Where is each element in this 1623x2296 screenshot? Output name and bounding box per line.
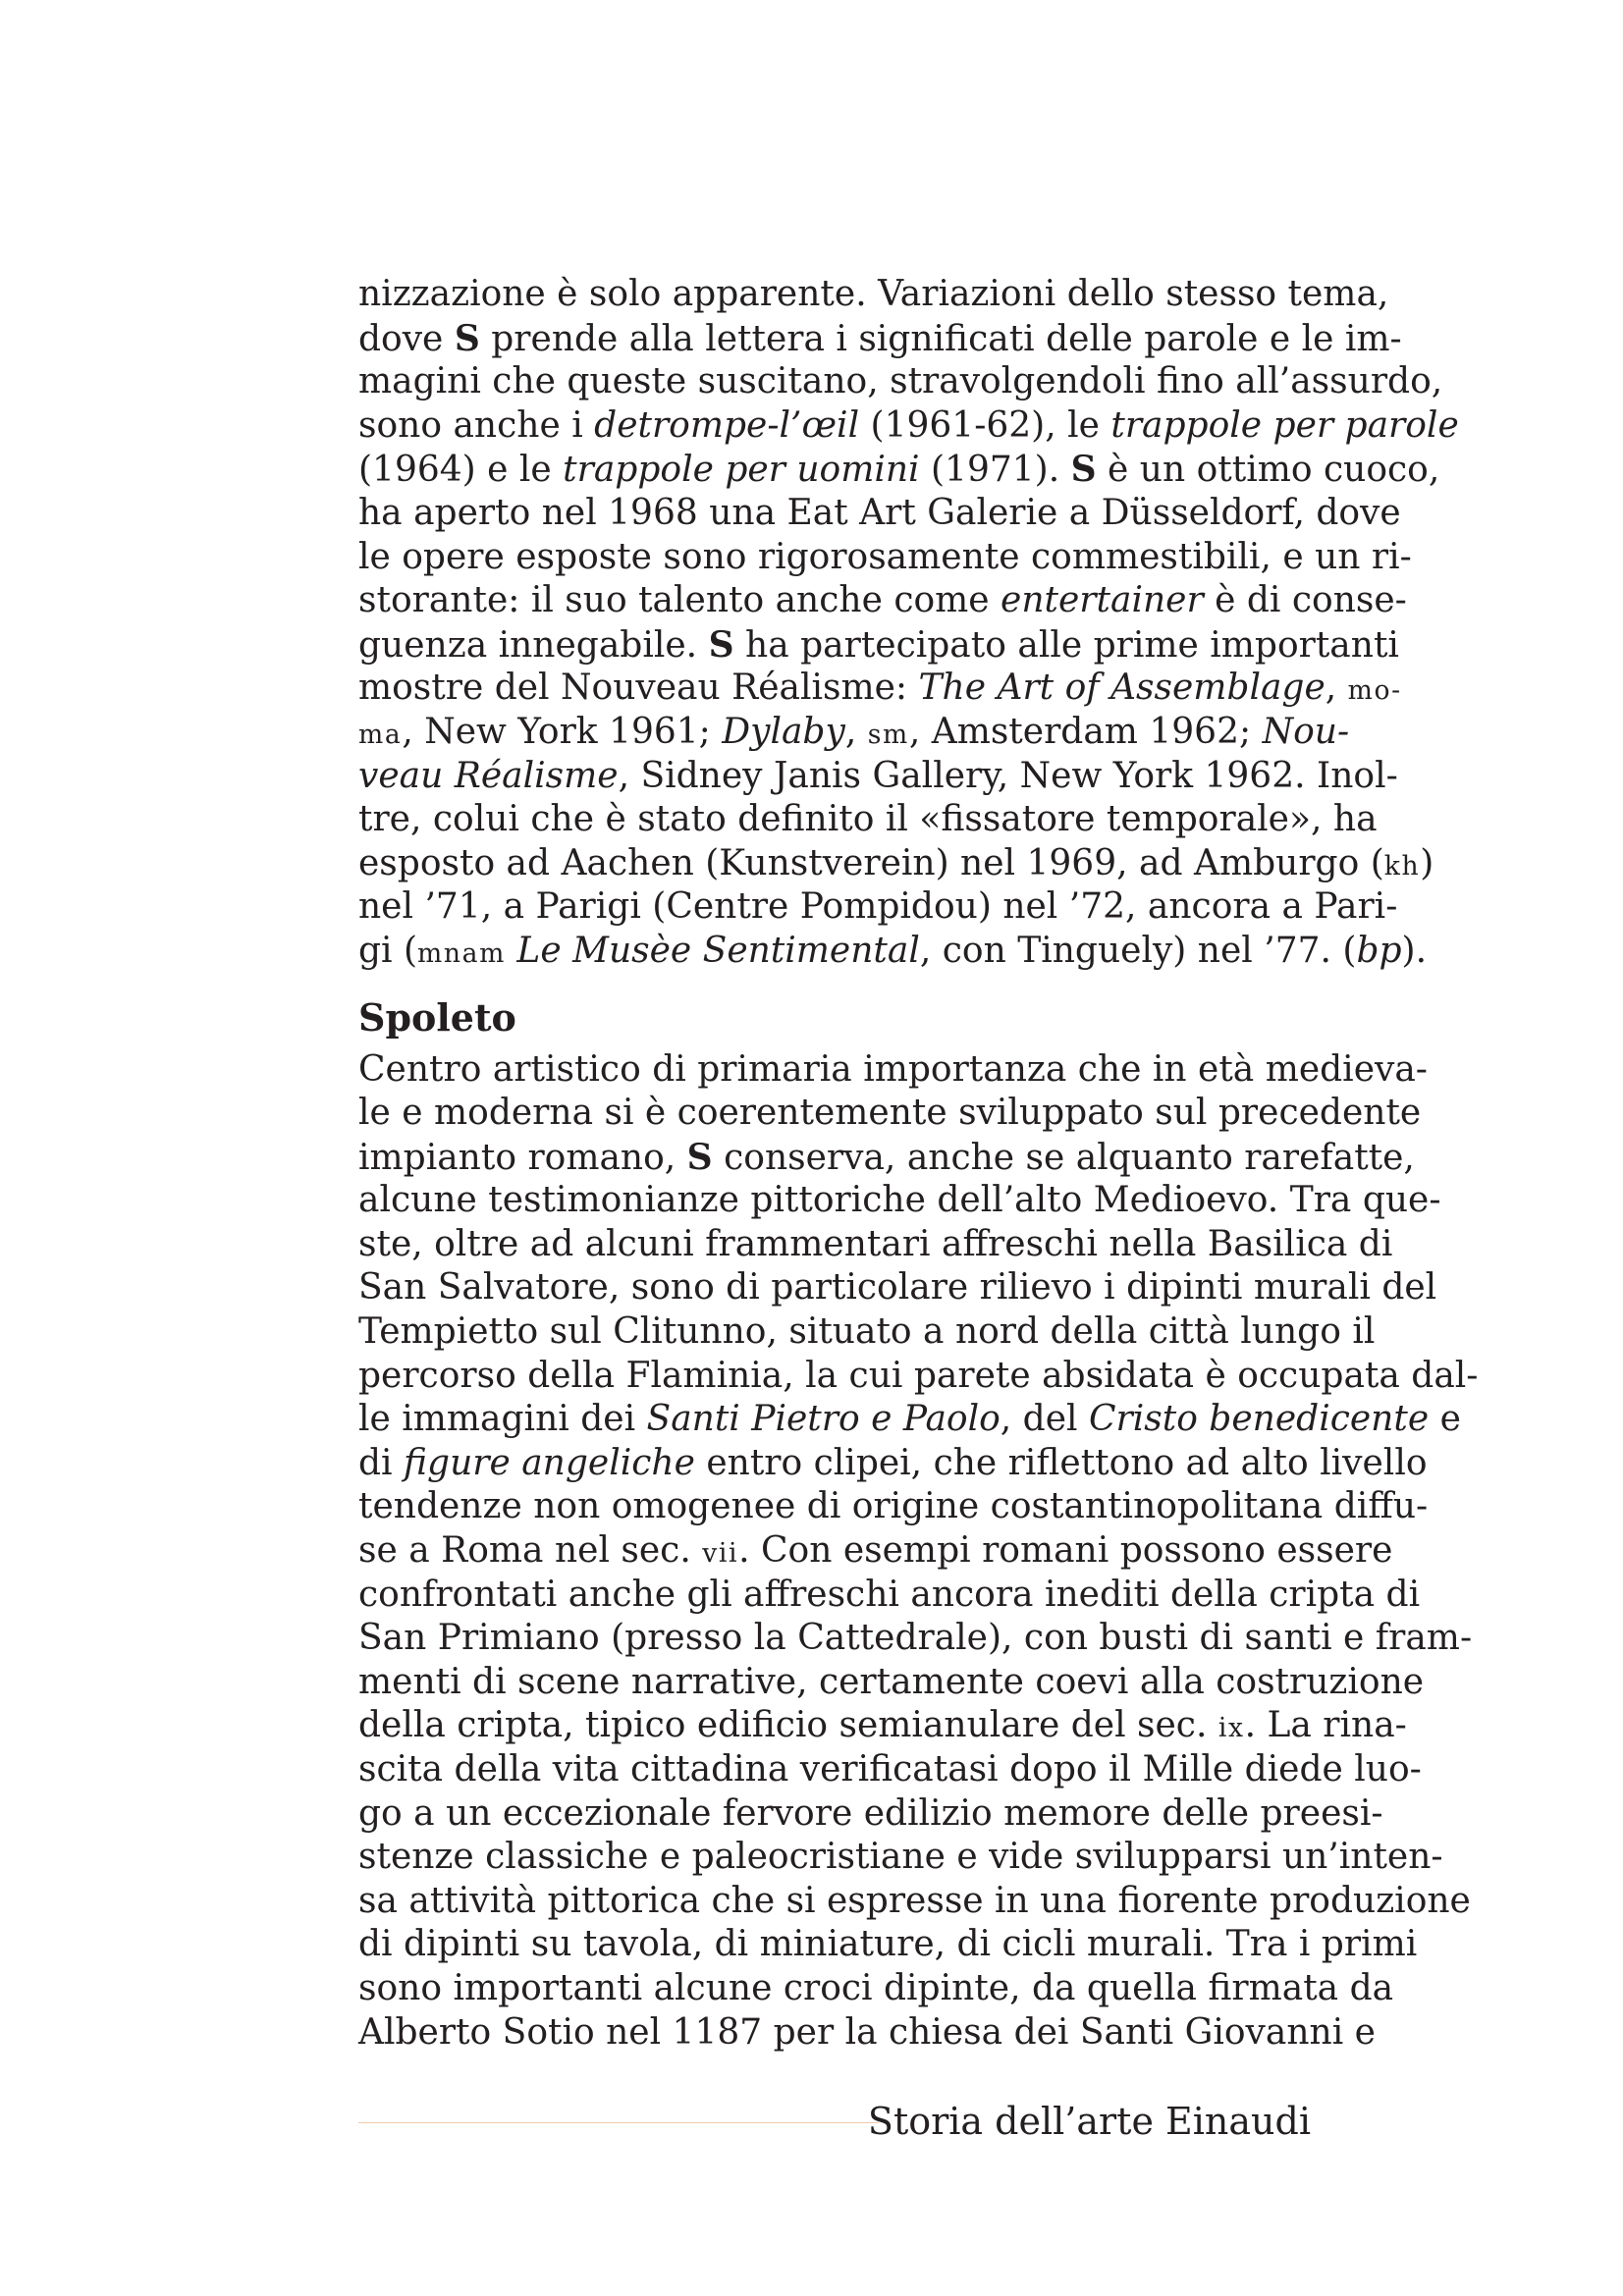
text-line [358, 1398, 1461, 1442]
text-run: esposto ad Aachen (Kunstverein) nel 1969, ad Amburgo ( [358, 842, 1384, 883]
text-run: , con Tinguely) nel ’77. ( [919, 930, 1357, 971]
text-run: di dipinti su tavola, di miniature, di cicli murali. Tra i primi [358, 1924, 1418, 1965]
text-line [358, 1748, 1422, 1792]
text-line [358, 1880, 1471, 1924]
text-run: è di conse- [1203, 580, 1407, 621]
text-line [358, 623, 1399, 667]
text-run: , Amsterdam 1962; [908, 711, 1263, 752]
text-run: magini che queste suscitano, stravolgendoli fino all’assurdo, [358, 361, 1443, 402]
small-caps-text: vii [702, 1538, 739, 1570]
entry-continuation-text [358, 273, 1459, 974]
text-run: alcune testimonianze pittoriche dell’alto Medioevo. Tra que- [358, 1180, 1441, 1221]
text-run: go a un eccezionale fervore edilizio memore delle preesi- [358, 1792, 1383, 1834]
text-line [358, 2011, 1376, 2056]
small-caps-text: mnam [417, 937, 506, 969]
text-run: guenza innegabile. [358, 624, 709, 666]
text-line [358, 842, 1434, 886]
text-run: prende alla lettera i significati delle parole e le im- [479, 318, 1402, 359]
text-run: , [844, 711, 868, 752]
text-line [358, 1617, 1473, 1661]
text-run: le immagini dei [358, 1399, 647, 1440]
text-line [358, 1223, 1393, 1267]
text-line [358, 1792, 1383, 1837]
text-run: se a Roma nel sec. [358, 1530, 703, 1572]
text-run: mostre del Nouveau Réalisme: [358, 667, 919, 709]
italic-text: detrompe-l’œil [594, 404, 860, 446]
headword-abbrev: S [708, 623, 734, 666]
text-run: ). [1401, 930, 1428, 971]
text-line [358, 273, 1389, 317]
text-run: entro clipei, che riflettono ad alto livello [694, 1442, 1428, 1483]
text-run: , [1325, 667, 1348, 709]
text-run: , New York 1961; [402, 711, 723, 752]
text-line [358, 1266, 1437, 1310]
footer-rule [358, 2122, 879, 2123]
text-run: , Sidney Janis Gallery, New York 1962. Inol- [618, 755, 1398, 796]
text-run: (1971). [919, 450, 1071, 491]
italic-text: The Art of Assemblage [918, 667, 1325, 709]
small-caps-text: kh [1383, 850, 1421, 881]
text-run: è un ottimo cuoco, [1096, 450, 1440, 491]
text-run: scita della vita cittadina verificatasi dopo il Mille diede luo- [358, 1749, 1422, 1789]
text-line [358, 1442, 1428, 1486]
text-run: ste, oltre ad alcuni frammentari affreschi nella Basilica di [358, 1223, 1393, 1264]
small-caps-text: mo- [1347, 675, 1402, 707]
text-run: e [1429, 1399, 1461, 1440]
text-run: . Con esempi romani possono essere [738, 1530, 1393, 1572]
italic-text: figure angeliche [404, 1442, 695, 1483]
page-content [358, 273, 1479, 2055]
text-line [358, 1704, 1407, 1748]
text-line [358, 711, 1350, 755]
text-line [358, 1529, 1393, 1574]
text-line [358, 885, 1398, 930]
text-run: della cripta, tipico edificio semianulare del sec. [358, 1705, 1218, 1746]
text-line [358, 1967, 1394, 2011]
text-line [358, 536, 1412, 580]
text-run: le e moderna si è coerentemente sviluppato sul precedente [358, 1093, 1422, 1134]
text-line [358, 1048, 1428, 1093]
text-line [358, 1661, 1425, 1705]
text-line [358, 1092, 1422, 1136]
text-run: confrontati anche gli affreschi ancora inediti della cripta di [358, 1574, 1421, 1615]
small-caps-text: ma [358, 719, 403, 750]
italic-text: Cristo benedicente [1088, 1399, 1430, 1440]
text-run: ha aperto nel 1968 una Eat Art Galerie a Düsseldorf, dove [358, 492, 1401, 533]
text-run: nizzazione è solo apparente. Variazioni dello stesso tema, [358, 274, 1389, 314]
italic-text: Le Musèe Sentimental [516, 930, 920, 971]
italic-text: veau Réalisme [358, 755, 619, 796]
text-line [358, 798, 1378, 842]
text-run: Tempietto sul Clitunno, situato a nord della città lungo il [358, 1311, 1376, 1353]
text-run: , del [1000, 1399, 1089, 1440]
text-line [358, 1310, 1376, 1355]
text-line [358, 1136, 1415, 1180]
section-title: Spoleto [358, 994, 516, 1040]
headword-abbrev: S [686, 1136, 713, 1178]
text-line [358, 1574, 1421, 1618]
text-line [358, 404, 1459, 449]
italic-text: Santi Pietro e Paolo [646, 1399, 1001, 1440]
footer-label: Storia dell’arte Einaudi [867, 2100, 1311, 2143]
small-caps-text: ix [1217, 1713, 1245, 1744]
text-run: Centro artistico di primaria importanza che in età medieva- [358, 1048, 1428, 1090]
text-run: nel ’71, a Parigi (Centre Pompidou) nel ’72, ancora a Pari- [358, 886, 1398, 928]
text-run: Alberto Sotio nel 1187 per la chiesa dei Santi Giovanni e [358, 2011, 1376, 2053]
text-line [358, 1179, 1441, 1223]
text-run: sono anche i [358, 404, 595, 446]
text-line [358, 579, 1407, 623]
text-run: (1964) e le [358, 450, 564, 491]
text-run: stenze classiche e paleocristiane e vide svilupparsi un’inten- [358, 1837, 1443, 1878]
text-run: conserva, anche se alquanto rarefatte, [712, 1137, 1415, 1178]
italic-text: entertainer [1001, 580, 1204, 621]
text-line [358, 1923, 1418, 1967]
text-run: ha partecipato alle prime importanti [733, 624, 1399, 666]
text-run: San Primiano (presso la Cattedrale), con busti di santi e fram- [358, 1618, 1473, 1659]
text-run: le opere esposte sono rigorosamente commestibili, e un ri- [358, 536, 1412, 577]
text-line [358, 492, 1401, 536]
text-line [358, 317, 1402, 361]
text-run: gi ( [358, 930, 418, 971]
headword-abbrev: S [454, 317, 480, 359]
italic-text: trappole per uomini [563, 450, 920, 491]
italic-text: bp [1356, 930, 1402, 971]
text-run: impianto romano, [358, 1137, 687, 1178]
text-run: di [358, 1442, 405, 1483]
text-line [358, 448, 1440, 492]
text-run: tendenze non omogenee di origine costantinopolitana diffu- [358, 1486, 1429, 1527]
section-body-text [358, 1048, 1479, 2056]
text-line [358, 1836, 1443, 1880]
page-footer [358, 2087, 1311, 2156]
text-line [358, 360, 1443, 404]
text-line [358, 755, 1398, 799]
text-run: menti di scene narrative, certamente coevi alla costruzione [358, 1661, 1425, 1702]
text-run: sono importanti alcune croci dipinte, da quella firmata da [358, 1967, 1394, 2008]
text-run: San Salvatore, sono di particolare rilievo i dipinti murali del [358, 1267, 1437, 1308]
text-run: percorso della Flaminia, la cui parete absidata è occupata dal- [358, 1355, 1479, 1396]
italic-text: Nou- [1262, 711, 1350, 752]
italic-text: trappole per parole [1110, 404, 1459, 446]
text-run [506, 931, 516, 971]
text-line [358, 1485, 1429, 1529]
text-run: storante: il suo talento anche come [358, 580, 1001, 621]
headword-abbrev: S [1070, 449, 1097, 491]
text-run: . La rina- [1244, 1705, 1407, 1746]
text-line [358, 930, 1428, 974]
text-line [358, 1355, 1479, 1399]
text-line [358, 667, 1402, 711]
small-caps-text: sm [867, 719, 909, 750]
text-run: ) [1420, 842, 1434, 883]
text-run: dove [358, 318, 455, 359]
text-run: sa attività pittorica che si espresse in una fiorente produzione [358, 1880, 1471, 1921]
italic-text: Dylaby [722, 711, 845, 752]
text-run: (1961-62), le [859, 404, 1111, 446]
text-run: tre, colui che è stato definito il «fissatore temporale», ha [358, 799, 1378, 840]
